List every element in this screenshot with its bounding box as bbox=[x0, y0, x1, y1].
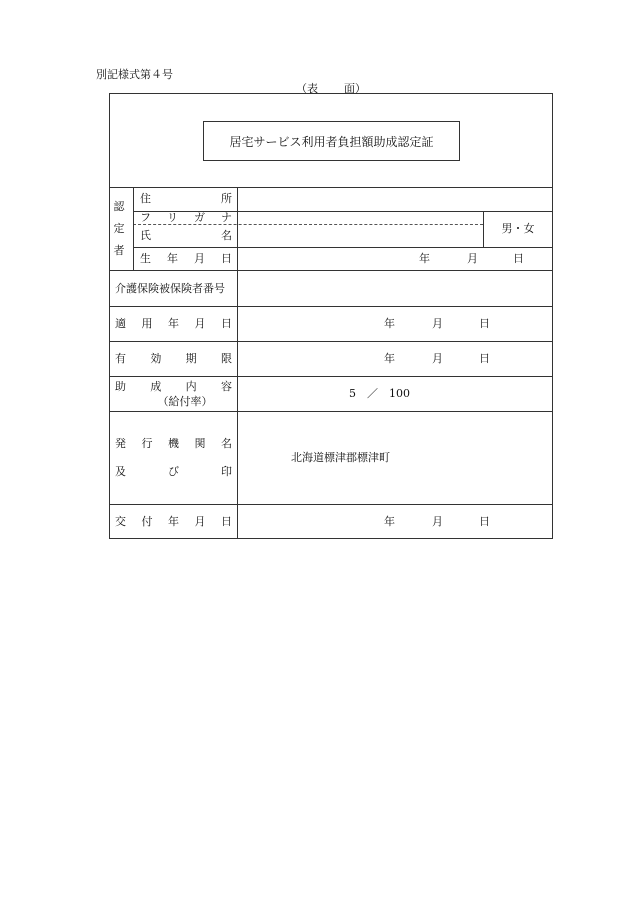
certificate-title: 居宅サービス利用者負担額助成認定証 bbox=[203, 121, 460, 161]
issue-month-unit: 月 bbox=[432, 515, 443, 528]
label-char: 生 bbox=[140, 252, 151, 265]
birth-year-unit: 年 bbox=[419, 252, 430, 265]
label-char: 氏 bbox=[140, 229, 151, 242]
row-divider bbox=[109, 411, 553, 412]
label-char: 日 bbox=[221, 252, 232, 265]
row-divider bbox=[109, 341, 553, 342]
label-char: 助 bbox=[115, 380, 126, 393]
valid-year-unit: 年 bbox=[384, 352, 395, 365]
valid-day-unit: 日 bbox=[479, 352, 490, 365]
apply-day-unit: 日 bbox=[479, 317, 490, 330]
label-char: 行 bbox=[141, 437, 153, 450]
name-label bbox=[140, 229, 232, 243]
column-divider bbox=[133, 187, 134, 270]
sex-choice: 男・女 bbox=[501, 222, 535, 235]
label-char: 日 bbox=[221, 515, 232, 528]
furigana-label bbox=[140, 211, 232, 225]
issuer-label bbox=[115, 437, 232, 451]
label-char: 付 bbox=[141, 515, 153, 528]
label-char: 期 bbox=[185, 352, 197, 365]
row-divider bbox=[109, 187, 553, 188]
group-char: 定 bbox=[113, 222, 125, 235]
label-char: ナ bbox=[221, 211, 232, 224]
label-char: 有 bbox=[115, 352, 126, 365]
label-char: 関 bbox=[194, 437, 206, 450]
label-char: 限 bbox=[220, 352, 232, 365]
label-char: リ bbox=[167, 211, 178, 224]
label-char: 年 bbox=[168, 515, 179, 528]
valid-month-unit: 月 bbox=[432, 352, 443, 365]
label-char: フ bbox=[140, 211, 151, 224]
benefit-sub-label: （給付率） bbox=[157, 395, 213, 408]
row-divider bbox=[109, 306, 553, 307]
apply-date-label bbox=[115, 317, 232, 331]
row-divider bbox=[133, 247, 553, 248]
label-char: 名 bbox=[221, 229, 232, 242]
issuer-name: 北海道標津郡標津町 bbox=[291, 451, 390, 464]
label-char: 適 bbox=[115, 317, 126, 330]
apply-year-unit: 年 bbox=[384, 317, 395, 330]
insured-number-text: 介護保険被保険者番号 bbox=[115, 282, 225, 295]
issue-day-unit: 日 bbox=[479, 515, 490, 528]
benefit-rate: 5 ／ 100 bbox=[349, 387, 410, 400]
label-char: 内 bbox=[185, 380, 197, 393]
address-label bbox=[140, 192, 232, 206]
benefit-label bbox=[115, 380, 232, 394]
label-char: 容 bbox=[220, 380, 232, 393]
label-char: 効 bbox=[150, 352, 162, 365]
label-char: 住 bbox=[140, 192, 151, 205]
row-divider bbox=[109, 504, 553, 505]
label-char: 名 bbox=[221, 437, 232, 450]
side-left: （表 bbox=[296, 82, 318, 95]
label-char: 月 bbox=[194, 317, 206, 330]
row-divider bbox=[109, 376, 553, 377]
row-divider bbox=[109, 270, 553, 271]
issue-year-unit: 年 bbox=[384, 515, 395, 528]
label-char: 日 bbox=[221, 317, 232, 330]
apply-month-unit: 月 bbox=[432, 317, 443, 330]
label-char: 印 bbox=[221, 465, 232, 478]
column-divider bbox=[237, 187, 238, 539]
label-char: ガ bbox=[194, 211, 205, 224]
label-char: 年 bbox=[167, 252, 178, 265]
label-char: 発 bbox=[115, 437, 126, 450]
label-char: 用 bbox=[141, 317, 153, 330]
form-number: 別記様式第４号 bbox=[96, 68, 173, 81]
label-char: 月 bbox=[194, 252, 205, 265]
label-char: び bbox=[168, 465, 179, 478]
birth-day-unit: 日 bbox=[513, 252, 524, 265]
issuer-seal-label bbox=[115, 465, 232, 479]
birth-month-unit: 月 bbox=[467, 252, 478, 265]
label-char: 交 bbox=[115, 515, 126, 528]
label-char: 機 bbox=[168, 437, 179, 450]
label-char: 所 bbox=[221, 192, 232, 205]
label-char: 年 bbox=[168, 317, 179, 330]
insured-number-label bbox=[115, 282, 233, 296]
group-char: 認 bbox=[113, 200, 125, 213]
group-char: 者 bbox=[113, 244, 125, 257]
valid-period-label bbox=[115, 352, 232, 366]
label-char: 及 bbox=[115, 465, 126, 478]
issue-date-label bbox=[115, 515, 232, 529]
label-char: 成 bbox=[150, 380, 162, 393]
certified-person-group-label bbox=[112, 196, 126, 262]
label-char: 月 bbox=[194, 515, 206, 528]
birth-date-label bbox=[140, 252, 232, 266]
side-right: 面） bbox=[344, 82, 366, 95]
